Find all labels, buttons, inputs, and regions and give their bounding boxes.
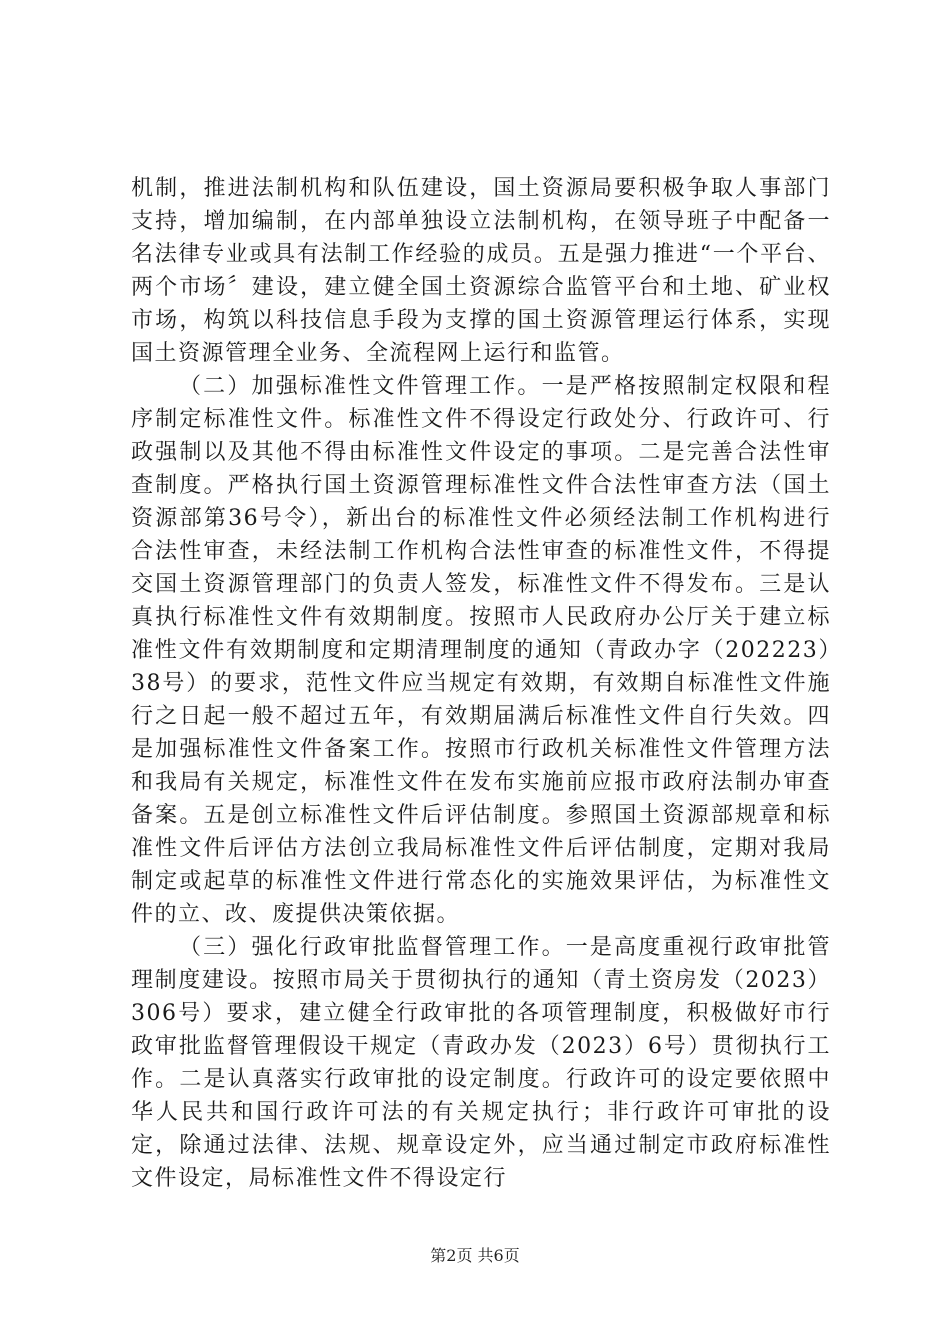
paragraph-2: （二）加强标准性文件管理工作。一是严格按照制定权限和程序制定标准性文件。标准性文件不得设定行政处分、行政许可、行政强制以及其他不得由标准性文件设定的事项。二是完善合法性审查制度。严格执行国土资源管理标准性文件合法性审查方法（国土资源部第36号令），新出台的标准性文件必须经法制工作机构进行合法性审查，未经法制工作机构合法性审查的标准性文件，不得提交国土资源管理部门的负责人签发，标准性文件不得发布。三是认真执行标准性文件有效期制度。按照市人民政府办公厅关于建立标准性文件有效期制度和定期清理制度的通知（青政办字（202223）38号）的要求，范性文件应当规定有效期，有效期自标准性文件施行之日起一般不超过五年，有效期届满后标准性文件自行失效。四是加强标准性文件备案工作。按照市行政机关标准性文件管理方法和我局有关规定，标准性文件在发布实施前应报市政府法制办审查备案。五是创立标准性文件后评估制度。参照国土资源部规章和标准性文件后评估方法创立我局标准性文件后评估制度，定期对我局制定或起草的标准性文件进行常态化的实施效果评估，为标准性文件的立、改、废提供决策依据。 <box>131 374 831 927</box>
paragraph-1: 机制，推进法制机构和队伍建设，国土资源局要积极争取人事部门支持，增加编制，在内部单独设立法制机构，在领导班子中配备一名法律专业或具有法制工作经验的成员。五是强力推进“一个平台、两个市场〞建设，建立健全国土资源综合监管平台和土地、矿业权市场，构筑以科技信息手段为支撑的国土资源管理运行体系，实现国土资源管理全业务、全流程网上运行和监管。 <box>131 176 831 366</box>
page-footer: 第2页 共6页 <box>430 1246 520 1265</box>
paragraph-3: （三）强化行政审批监督管理工作。一是高度重视行政审批管理制度建设。按照市局关于贯彻执行的通知（青土资房发（2023）306号）要求，建立健全行政审批的各项管理制度，积极做好市行政审批监督管理假设干规定（青政办发（2023）6号）贯彻执行工作。二是认真落实行政审批的设定制度。行政许可的设定要依照中华人民共和国行政许可法的有关规定执行；非行政许可审批的设定，除通过法律、法规、规章设定外，应当通过制定市政府标准性文件设定，局标准性文件不得设定行 <box>131 935 831 1191</box>
document-body <box>131 172 831 1195</box>
